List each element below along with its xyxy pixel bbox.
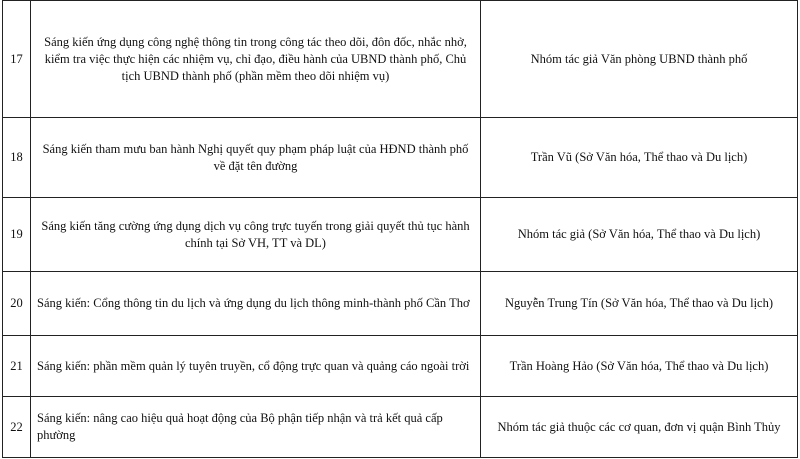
initiative-author: Nhóm tác giả Văn phòng UBND thành phố bbox=[481, 1, 798, 118]
row-number: 20 bbox=[3, 272, 31, 336]
initiative-title: Sáng kiến ứng dụng công nghệ thông tin trong công tác theo dõi, đôn đốc, nhắc nhở, kiểm tra việc thực hiện các nhiệm vụ, chỉ đạo, điều hành của UBND thành phố, Chủ tịch UBND thành phố (phần mềm theo dõi nhiệm vụ) bbox=[31, 1, 481, 118]
table-row bbox=[3, 1, 798, 118]
row-number: 19 bbox=[3, 198, 31, 272]
table-row bbox=[3, 336, 798, 397]
initiative-author: Nhóm tác giả thuộc các cơ quan, đơn vị quận Bình Thủy bbox=[481, 397, 798, 458]
table-row bbox=[3, 272, 798, 336]
initiative-title: Sáng kiến tham mưu ban hành Nghị quyết quy phạm pháp luật của HĐND thành phố về đặt tên đường bbox=[31, 118, 481, 198]
initiative-author: Trần Vũ (Sở Văn hóa, Thể thao và Du lịch) bbox=[481, 118, 798, 198]
initiatives-table bbox=[2, 0, 798, 458]
row-number: 22 bbox=[3, 397, 31, 458]
row-number: 17 bbox=[3, 1, 31, 118]
row-number: 18 bbox=[3, 118, 31, 198]
initiative-title: Sáng kiến: phần mềm quản lý tuyên truyền, cổ động trực quan và quảng cáo ngoài trời bbox=[31, 336, 481, 397]
table-row bbox=[3, 118, 798, 198]
initiative-title: Sáng kiến tăng cường ứng dụng dịch vụ công trực tuyến trong giải quyết thủ tục hành chính tại Sở VH, TT và DL) bbox=[31, 198, 481, 272]
table-row bbox=[3, 397, 798, 458]
table-row bbox=[3, 198, 798, 272]
initiative-title: Sáng kiến: nâng cao hiệu quả hoạt động của Bộ phận tiếp nhận và trả kết quả cấp phường bbox=[31, 397, 481, 458]
initiative-author: Trần Hoàng Hảo (Sở Văn hóa, Thể thao và Du lịch) bbox=[481, 336, 798, 397]
initiative-title: Sáng kiến: Cổng thông tin du lịch và ứng dụng du lịch thông minh-thành phố Cần Thơ bbox=[31, 272, 481, 336]
row-number: 21 bbox=[3, 336, 31, 397]
initiative-author: Nhóm tác giả (Sở Văn hóa, Thể thao và Du lịch) bbox=[481, 198, 798, 272]
initiative-author: Nguyễn Trung Tín (Sở Văn hóa, Thể thao và Du lịch) bbox=[481, 272, 798, 336]
